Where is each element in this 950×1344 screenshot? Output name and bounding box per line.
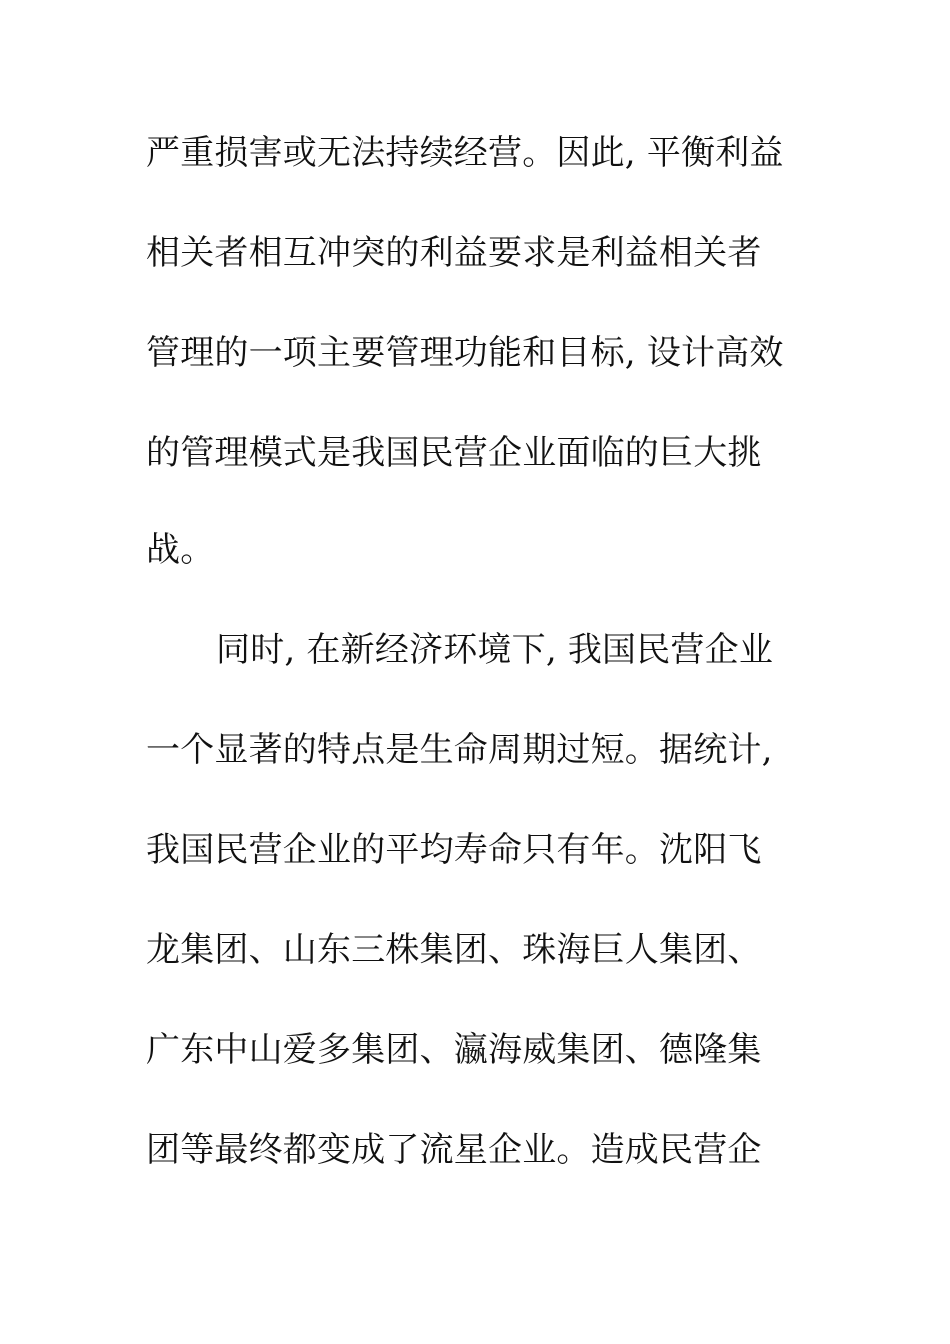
paragraph-2-first-line: 同时, 在新经济环境下, 我国民营企业 — [216, 630, 774, 670]
text-line-7: 一个显著的特点是生命周期过短。据统计, — [146, 730, 773, 770]
text-line-1: 严重损害或无法持续经营。因此, 平衡利益 — [146, 133, 784, 173]
text-line-10: 广东中山爱多集团、瀛海威集团、德隆集 — [146, 1030, 762, 1070]
text-line-3: 管理的一项主要管理功能和目标, 设计高效 — [146, 333, 784, 373]
text-line-11: 团等最终都变成了流星企业。造成民营企 — [146, 1130, 762, 1170]
text-line-4: 的管理模式是我国民营企业面临的巨大挑 — [146, 433, 762, 473]
text-line-9: 龙集团、山东三株集团、珠海巨人集团、 — [146, 930, 762, 970]
text-line-5: 战。 — [146, 530, 215, 570]
text-line-8: 我国民营企业的平均寿命只有年。沈阳飞 — [146, 830, 762, 870]
text-line-2: 相关者相互冲突的利益要求是利益相关者 — [146, 233, 762, 273]
